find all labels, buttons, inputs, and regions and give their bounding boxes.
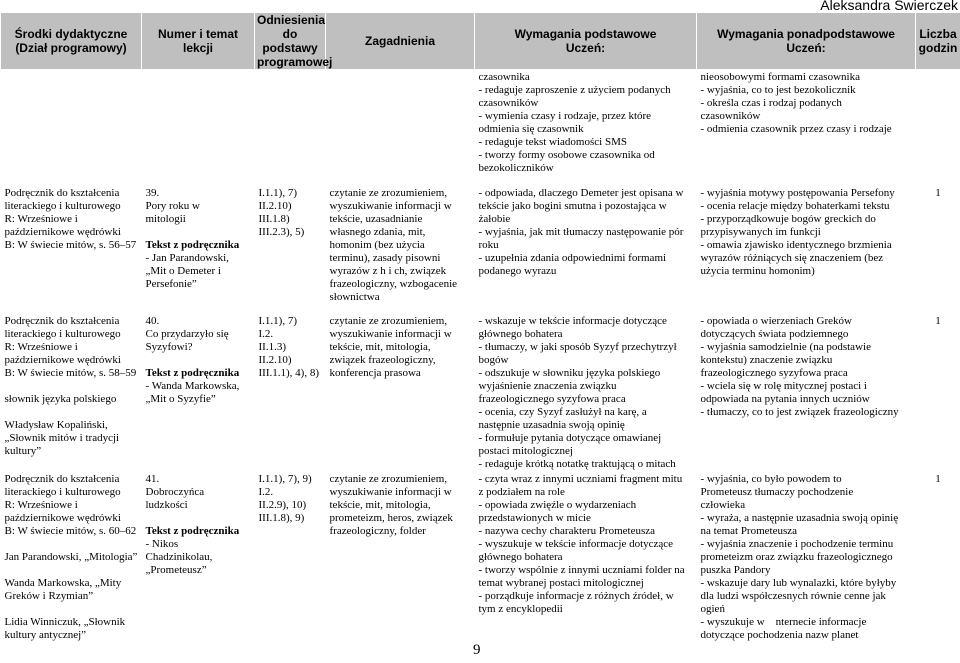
topics-cell xyxy=(326,315,475,473)
text-line: człowieka xyxy=(701,499,912,512)
text-line: czytanie ze zrozumieniem, xyxy=(330,187,471,200)
text-line: użycia terminu homonim) xyxy=(701,265,912,278)
text-line: II.2.10) xyxy=(259,200,322,213)
text-line: - czyta wraz z innymi uczniami fragment mitu xyxy=(479,473,693,486)
text-line: Persefonie” xyxy=(146,278,251,291)
text-line: Syzyfowi? xyxy=(146,341,251,354)
table-row xyxy=(1,315,960,473)
text-line: - odszukuje w słowniku języka polskiego xyxy=(479,367,693,380)
text-line: Greków i Rzymian” xyxy=(5,590,138,603)
text-line: - porządkuje informacje z różnych źródeł, w xyxy=(479,590,693,603)
text-line xyxy=(5,406,138,419)
text-line: I.2. xyxy=(259,328,322,341)
text-line: - wyjaśnia, co było powodem to xyxy=(701,473,912,486)
text-line: ludzkości xyxy=(146,499,251,512)
resources-cell xyxy=(1,473,142,663)
text-line: dotyczące pochodzenia nazw planet xyxy=(701,629,912,642)
text-line: - Wanda Markowska, xyxy=(146,380,251,393)
resources-cell xyxy=(1,315,142,473)
text-line: kontekstu) znaczenie związku xyxy=(701,354,912,367)
topics-cell xyxy=(326,473,475,663)
table-row xyxy=(1,473,960,663)
topics-cell xyxy=(326,187,475,315)
textbook-label: Tekst z podręcznika xyxy=(146,239,251,252)
text-line: odmienia się czasownik xyxy=(479,123,693,136)
text-line: tekście, mit, mitologia, xyxy=(330,499,471,512)
text-line: literackiego i kulturowego xyxy=(5,486,138,499)
text-line: tekście jako bogini smutna i pozostająca w xyxy=(479,200,693,213)
header-references: Odniesienia do podstawy programowej xyxy=(255,13,326,69)
text-line: I.1.1), 7), 9) xyxy=(259,473,322,486)
hours-cell xyxy=(916,473,960,663)
text-line: własnego zdania, mit, xyxy=(330,226,471,239)
text-line: czytanie ze zrozumieniem, xyxy=(330,473,471,486)
text-line: przedstawionych w micie xyxy=(479,512,693,525)
text-line: B: W świecie mitów, s. 56–57 xyxy=(5,239,138,252)
text-line: - tłumaczy, co to jest związek frazeologiczny xyxy=(701,406,912,419)
text-line: październikowe wędrówki xyxy=(5,354,138,367)
text-line: - Nikos xyxy=(146,538,251,551)
text-line: - uzupełnia zdania odpowiednimi formami xyxy=(479,252,693,265)
text-line: ogień xyxy=(701,603,912,616)
text-line: - wyjaśnia znaczenie i pochodzenie terminu xyxy=(701,538,912,551)
references-cell xyxy=(255,187,326,315)
text-line: bezokoliczników xyxy=(479,162,693,175)
text-line: 1 xyxy=(920,315,957,328)
text-line: Pory roku w xyxy=(146,200,251,213)
text-line: - wyjaśnia, jak mit tłumaczy następowanie pór xyxy=(479,226,693,239)
text-line: R: Wrześniowe i xyxy=(5,213,138,226)
text-line: - wciela się w rolę mitycznej postaci i xyxy=(701,380,912,393)
text-line: wyrazów różniących się znaczeniem (bez xyxy=(701,252,912,265)
text-line: tekście, mit, mitologia, xyxy=(330,341,471,354)
lesson-cell xyxy=(142,187,255,315)
hours-cell xyxy=(916,315,960,473)
text-line: 39. xyxy=(146,187,251,200)
text-line: „Mit o Syzyfie” xyxy=(146,393,251,406)
text-line: - formułuje pytania dotyczące omawianej xyxy=(479,432,693,445)
text-line: „Słownik mitów i tradycji xyxy=(5,432,138,445)
text-line: - wyszukuje w tekście informacje dotyczące xyxy=(479,538,693,551)
text-line: z podziałem na role xyxy=(479,486,693,499)
text-line: B: W świecie mitów, s. 60–62 xyxy=(5,525,138,538)
text-line: Lidia Winniczuk, „Słownik xyxy=(5,616,138,629)
text-line: następnie uzasadnia swoją opinię xyxy=(479,419,693,432)
references-cell xyxy=(255,473,326,663)
text-line: Podręcznik do kształcenia xyxy=(5,187,138,200)
text-line: odpowiada na pytania innych uczniów xyxy=(701,393,912,406)
text-line: III.1.1), 4), 8) xyxy=(259,367,322,380)
text-line: czytanie ze zrozumieniem, xyxy=(330,315,471,328)
text-line: przypisywanych im funkcji xyxy=(701,226,912,239)
text-line: kultury antycznej” xyxy=(5,629,138,642)
text-line: - tworzy formy osobowe czasownika od xyxy=(479,149,693,162)
text-line: R: Wrześniowe i xyxy=(5,341,138,354)
text-line xyxy=(5,603,138,616)
text-line: słownictwa xyxy=(330,291,471,304)
text-line: homonim (bez użycia xyxy=(330,239,471,252)
hours-cell xyxy=(916,187,960,315)
header-hours: Liczba godzin xyxy=(916,13,960,69)
text-line: - opowiada zwięźle o wydarzeniach xyxy=(479,499,693,512)
text-line: - wyszukuje w nternecie informacje xyxy=(701,616,912,629)
header-basic-requirements: Wymagania podstawowe Uczeń: xyxy=(475,13,697,69)
text-line: Władysław Kopaliński, xyxy=(5,419,138,432)
text-line: I.1.1), 7) xyxy=(259,187,322,200)
text-line: mitologii xyxy=(146,213,251,226)
text-line: 1 xyxy=(920,187,957,200)
header-advanced-requirements: Wymagania ponadpodstawowe Uczeń: xyxy=(697,13,916,69)
text-line: B: W świecie mitów, s. 58–59 xyxy=(5,367,138,380)
text-line: - odpowiada, dlaczego Demeter jest opisana w xyxy=(479,187,693,200)
text-line: wyrazów z h i ch, związek xyxy=(330,265,471,278)
text-line: wyszukiwanie informacji w xyxy=(330,486,471,499)
continuation-row xyxy=(1,69,960,187)
text-line: - nazywa cechy charakteru Prometeusza xyxy=(479,525,693,538)
text-line: - tworzy wspólnie z innymi uczniami folder na xyxy=(479,564,693,577)
text-line: Jan Parandowski, „Mitologia” xyxy=(5,551,138,564)
text-line: - odmienia czasownik przez czasy i rodzaje xyxy=(701,123,912,136)
text-line: - redaguje krótką notatkę traktującą o mitach xyxy=(479,458,693,471)
text-line: - wyjaśnia, co to jest bezokolicznik xyxy=(701,84,912,97)
text-line: prometeizm, heros, związek xyxy=(330,512,471,525)
author-name: Aleksandra Swierczek xyxy=(820,0,958,13)
text-line: literackiego i kulturowego xyxy=(5,200,138,213)
textbook-label: Tekst z podręcznika xyxy=(146,525,251,538)
text-line: czasowników xyxy=(701,110,912,123)
text-line: Prometeusz tłumaczy pochodzenie xyxy=(701,486,912,499)
text-line: 1 xyxy=(920,473,957,486)
text-line: Wanda Markowska, „Mity xyxy=(5,577,138,590)
text-line: - ocenia, czy Syzyf zasłużył na karę, a xyxy=(479,406,693,419)
table-row xyxy=(1,187,960,315)
text-line: „Mit o Demeter i xyxy=(146,265,251,278)
text-line: - wyraża, a następnie uzasadnia swoją opinię xyxy=(701,512,912,525)
text-line: - wskazuje dary lub wynalazki, które byłyby xyxy=(701,577,912,590)
text-line: wyszukiwanie informacji w xyxy=(330,200,471,213)
text-line: III.1.8) xyxy=(259,213,322,226)
curriculum-table xyxy=(0,13,960,663)
text-line: tym z encyklopedii xyxy=(479,603,693,616)
continuation-advanced xyxy=(697,69,916,187)
text-line: - określa czas i rodzaj podanych xyxy=(701,97,912,110)
text-line: nieosobowymi formami czasownika xyxy=(701,71,912,84)
text-line: Podręcznik do kształcenia xyxy=(5,473,138,486)
text-line xyxy=(5,538,138,551)
header-topics: Zagadnienia xyxy=(326,13,475,69)
text-line: żałobie xyxy=(479,213,693,226)
resources-cell xyxy=(1,187,142,315)
text-line: październikowe wędrówki xyxy=(5,512,138,525)
text-line: czasowników xyxy=(479,97,693,110)
text-line: - wskazuje w tekście informacje dotyczące xyxy=(479,315,693,328)
continuation-basic xyxy=(475,69,697,187)
text-line: bogów xyxy=(479,354,693,367)
text-line: I.1.1), 7) xyxy=(259,315,322,328)
lesson-cell xyxy=(142,315,255,473)
text-line: III.1.8), 9) xyxy=(259,512,322,525)
text-line: R: Wrześniowe i xyxy=(5,499,138,512)
text-line: związek frazeologiczny, xyxy=(330,354,471,367)
text-line: frazeologiczny, wzbogacenie xyxy=(330,278,471,291)
text-line: frazeologicznego syzyfowa praca xyxy=(479,393,693,406)
text-line: Dobroczyńca xyxy=(146,486,251,499)
text-line: Co przydarzyło się xyxy=(146,328,251,341)
advanced-requirements-cell xyxy=(697,473,916,663)
text-line: tekście, uzasadnianie xyxy=(330,213,471,226)
advanced-requirements-cell xyxy=(697,315,916,473)
text-line: „Prometeusz” xyxy=(146,564,251,577)
text-line: - wyjaśnia samodzielnie (na podstawie xyxy=(701,341,912,354)
text-line: - wyjaśnia motywy postępowania Persefony xyxy=(701,187,912,200)
text-line: II.2.10) xyxy=(259,354,322,367)
lesson-cell xyxy=(142,473,255,663)
basic-requirements-cell xyxy=(475,187,697,315)
advanced-requirements-cell xyxy=(697,187,916,315)
text-line: - omawia zjawisko identycznego brzmienia xyxy=(701,239,912,252)
text-line: wyszukiwanie informacji w xyxy=(330,328,471,341)
text-line: frazeologiczny, folder xyxy=(330,525,471,538)
text-line: prometeizm oraz związku frazeologicznego xyxy=(701,551,912,564)
text-line: III.2.3), 5) xyxy=(259,226,322,239)
text-line: - przyporządkowuje bogów greckich do xyxy=(701,213,912,226)
text-line: roku xyxy=(479,239,693,252)
text-line: Podręcznik do kształcenia xyxy=(5,315,138,328)
text-line: terminu), zasady pisowni xyxy=(330,252,471,265)
text-line: głównego bohatera xyxy=(479,551,693,564)
basic-requirements-cell xyxy=(475,473,697,663)
text-line: na temat Prometeusza xyxy=(701,525,912,538)
text-line: - wymienia czasy i rodzaje, przez które xyxy=(479,110,693,123)
references-cell xyxy=(255,315,326,473)
header-row xyxy=(1,13,960,69)
page-number: 9 xyxy=(473,642,481,659)
text-line: 41. xyxy=(146,473,251,486)
header-lesson: Numer i temat lekcji xyxy=(142,13,255,69)
text-line: I.2. xyxy=(259,486,322,499)
text-line: - redaguje tekst wiadomości SMS xyxy=(479,136,693,149)
text-line: - opowiada o wierzeniach Greków xyxy=(701,315,912,328)
text-line: dotyczących świata podziemnego xyxy=(701,328,912,341)
text-line: kultury” xyxy=(5,445,138,458)
text-line: wyjaśnienie znaczenia związku xyxy=(479,380,693,393)
text-line: - Jan Parandowski, xyxy=(146,252,251,265)
text-line xyxy=(5,564,138,577)
text-line: dla ludzi współczesnych równie cenne jak xyxy=(701,590,912,603)
text-line: - ocenia relacje między bohaterkami tekstu xyxy=(701,200,912,213)
basic-requirements-cell xyxy=(475,315,697,473)
text-line: - redaguje zaproszenie z użyciem podanych xyxy=(479,84,693,97)
header-resources: Środki dydaktyczne (Dział programowy) xyxy=(1,13,142,69)
text-line: czasownika xyxy=(479,71,693,84)
text-line: postaci mitologicznej xyxy=(479,445,693,458)
text-line: puszka Pandory xyxy=(701,564,912,577)
text-line: podanego wyrazu xyxy=(479,265,693,278)
text-line: konferencja prasowa xyxy=(330,367,471,380)
text-line: II.1.3) xyxy=(259,341,322,354)
text-line xyxy=(5,380,138,393)
text-line: literackiego i kulturowego xyxy=(5,328,138,341)
text-line: Chadzinikolau, xyxy=(146,551,251,564)
textbook-label: Tekst z podręcznika xyxy=(146,367,251,380)
text-line: 40. xyxy=(146,315,251,328)
text-line: słownik języka polskiego xyxy=(5,393,138,406)
text-line: temat wybranej postaci mitologicznej xyxy=(479,577,693,590)
text-line: głównego bohatera xyxy=(479,328,693,341)
text-line: frazeologicznego syzyfowa praca xyxy=(701,367,912,380)
text-line: - tłumaczy, w jaki sposób Syzyf przechytrzył xyxy=(479,341,693,354)
text-line: październikowe wędrówki xyxy=(5,226,138,239)
text-line: II.2.9), 10) xyxy=(259,499,322,512)
